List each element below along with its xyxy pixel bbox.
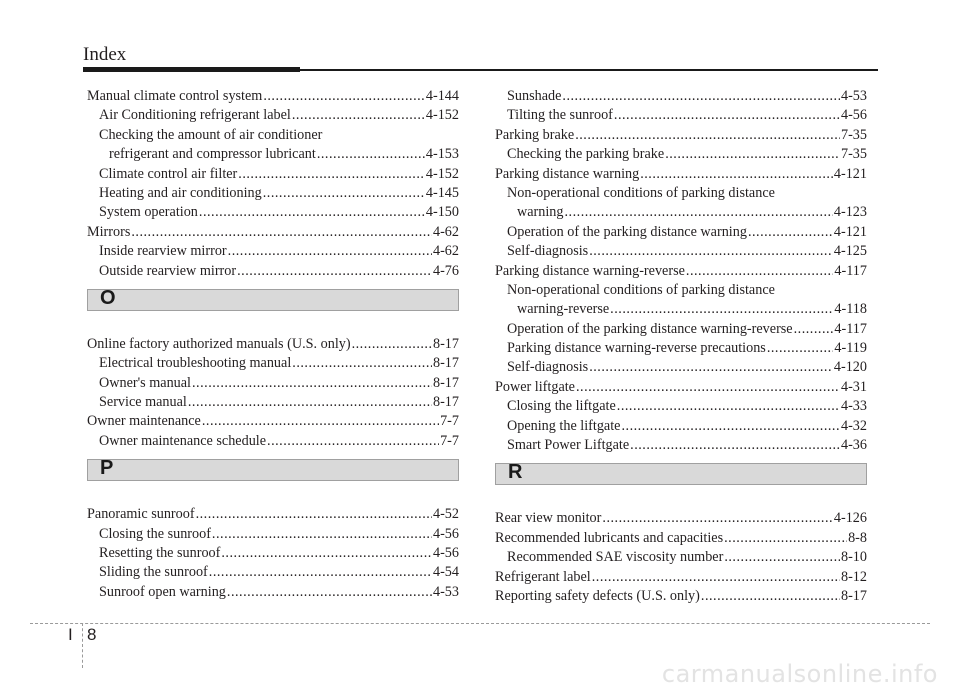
index-entry — [87, 525, 459, 544]
index-entry-text: Parking distance warning-reverse — [495, 262, 685, 279]
index-entry — [87, 544, 459, 563]
dot-leader — [576, 378, 840, 397]
index-entry-page: 4-56 — [840, 107, 867, 124]
index-entry-page: 4-76 — [432, 262, 459, 279]
index-column-right — [495, 87, 867, 606]
index-entry-page: 4-52 — [432, 506, 459, 523]
dot-leader — [686, 262, 834, 281]
index-entry-page: 8-17 — [432, 374, 459, 391]
dot-leader — [701, 587, 840, 606]
index-entry-text: Closing the sunroof — [99, 525, 211, 542]
index-entry-text: Smart Power Liftgate — [507, 437, 630, 454]
index-entry-text: Climate control air filter — [99, 165, 238, 182]
index-entry-page: 4-152 — [425, 165, 459, 182]
index-entry — [87, 563, 459, 582]
section-letter-p: P — [100, 457, 114, 480]
index-entry-page: 4-117 — [834, 262, 867, 279]
index-entry — [495, 529, 867, 548]
section-header-p — [87, 459, 459, 481]
index-entry — [87, 203, 459, 222]
index-entry: Checking the amount of air conditioner — [99, 126, 323, 143]
dot-leader — [202, 412, 439, 431]
index-entry-page: 4-56 — [432, 545, 459, 562]
watermark: carmanualsonline.info — [661, 660, 938, 688]
dot-leader — [352, 335, 432, 354]
dot-leader — [292, 354, 432, 373]
index-entry-page: 7-7 — [440, 432, 459, 449]
index-entry — [495, 106, 867, 125]
index-entry — [87, 505, 459, 524]
dot-leader — [640, 165, 833, 184]
index-entry-text: Refrigerant label — [495, 568, 591, 585]
index-entry — [87, 412, 459, 431]
index-entry-text: Panoramic sunroof — [87, 506, 195, 523]
index-entry: Non-operational conditions of parking distance — [507, 184, 775, 201]
index-entry-text: Inside rearview mirror — [99, 243, 227, 260]
index-entry — [495, 509, 867, 528]
index-entry-page: 8-17 — [840, 587, 867, 604]
section-letter-o: O — [100, 286, 116, 309]
footer-divider — [82, 623, 83, 668]
dot-leader — [617, 397, 840, 416]
index-entry — [495, 417, 867, 436]
dot-leader — [724, 529, 847, 548]
dot-leader — [602, 509, 833, 528]
index-entry-page: 4-36 — [840, 437, 867, 454]
index-entry-page: 8-17 — [432, 335, 459, 352]
index-entry-page: 4-145 — [425, 184, 459, 201]
index-entry-page: 4-121 — [833, 223, 867, 240]
index-entry-page: 4-53 — [432, 583, 459, 600]
dot-leader — [263, 184, 425, 203]
index-entry-text: Self-diagnosis — [507, 243, 589, 260]
index-entry-page: 4-121 — [833, 165, 867, 182]
index-entry-page: 4-117 — [834, 320, 867, 337]
index-group-p — [87, 505, 459, 602]
dot-leader — [630, 436, 840, 455]
index-entry-text: refrigerant and compressor lubricant — [109, 146, 316, 163]
index-entry-text: Operation of the parking distance warning-reverse — [507, 320, 793, 337]
dot-leader — [610, 300, 833, 319]
index-entry-page: 7-35 — [840, 126, 867, 143]
index-entry-page: 4-33 — [840, 398, 867, 415]
index-entry-text: Reporting safety defects (U.S. only) — [495, 587, 700, 604]
index-entry — [495, 223, 867, 242]
dot-leader — [794, 320, 834, 339]
dot-leader — [575, 126, 840, 145]
index-entry — [87, 87, 459, 106]
dot-leader — [724, 548, 840, 567]
index-entry — [87, 335, 459, 354]
index-entry — [495, 397, 867, 416]
index-entry — [495, 165, 867, 184]
index-entry-text: Mirrors — [87, 223, 131, 240]
index-entry-text: Recommended SAE viscosity number — [507, 549, 724, 566]
index-group-m — [87, 87, 459, 281]
dot-leader — [592, 568, 840, 587]
header-rule-thick — [83, 67, 300, 72]
index-entry-page: 4-54 — [432, 564, 459, 581]
index-entry-text: Parking distance warning — [495, 165, 640, 182]
dot-leader — [263, 87, 425, 106]
footer-page-number: 8 — [87, 625, 97, 644]
index-entry — [495, 126, 867, 145]
index-entry-page: 8-12 — [840, 568, 867, 585]
index-entry-page: 4-123 — [833, 204, 867, 221]
dot-leader — [621, 417, 840, 436]
index-entry-text: warning — [517, 204, 564, 221]
index-entry — [87, 184, 459, 203]
index-entry-page: 4-62 — [432, 223, 459, 240]
index-entry-page: 4-56 — [432, 525, 459, 542]
index-group-r — [495, 509, 867, 606]
index-entry — [495, 436, 867, 455]
dot-leader — [131, 223, 432, 242]
index-entry-text: warning-reverse — [517, 301, 610, 318]
dot-leader — [267, 432, 439, 451]
index-entry-text: Manual climate control system — [87, 88, 263, 104]
index-entry-text: Recommended lubricants and capacities — [495, 529, 724, 546]
index-entry-text: Sunshade — [507, 88, 562, 104]
header-rule-thin — [300, 69, 878, 71]
footer-rule — [30, 623, 930, 624]
index-entry — [495, 358, 867, 377]
index-entry — [495, 203, 867, 222]
index-entry — [87, 262, 459, 281]
index-entry-page: 8-10 — [840, 549, 867, 566]
index-entry-page: 8-17 — [432, 394, 459, 411]
index-entry — [87, 374, 459, 393]
index-entry-text: Power liftgate — [495, 378, 575, 395]
section-header-r — [495, 463, 867, 485]
section-letter-r: R — [508, 461, 523, 484]
section-header-o — [87, 286, 459, 311]
index-entry-text: Tilting the sunroof — [507, 107, 613, 124]
index-entry-page: 4-153 — [425, 146, 459, 163]
index-entry-page: 4-150 — [425, 204, 459, 221]
index-entry-text: Checking the parking brake — [507, 146, 665, 163]
index-entry-text: Owner maintenance — [87, 413, 201, 430]
dot-leader — [188, 393, 432, 412]
index-entry-text: Parking brake — [495, 126, 575, 143]
index-entry-text: Owner maintenance schedule — [99, 432, 267, 449]
index-entry-page: 4-62 — [432, 243, 459, 260]
index-entry-text: Air Conditioning refrigerant label — [99, 107, 291, 124]
index-entry — [495, 87, 867, 106]
dot-leader — [589, 242, 833, 261]
index-entry-page: 7-7 — [440, 413, 459, 430]
index-entry-text: Parking distance warning-reverse precautions — [507, 340, 766, 357]
dot-leader — [292, 106, 425, 125]
index-entry-page: 4-53 — [840, 88, 867, 104]
dot-leader — [221, 544, 432, 563]
index-entry — [87, 393, 459, 412]
index-entry-text: Closing the liftgate — [507, 398, 616, 415]
index-entry-page: 4-31 — [840, 378, 867, 395]
index-entry — [87, 432, 459, 451]
dot-leader — [767, 339, 834, 358]
index-entry-text: Heating and air conditioning — [99, 184, 262, 201]
index-entry-page: 4-119 — [834, 340, 867, 357]
index-entry-text: Service manual — [99, 394, 187, 411]
index-entry-page: 8-17 — [432, 355, 459, 372]
index-entry-text: System operation — [99, 204, 198, 221]
index-entry-text: Owner's manual — [99, 374, 191, 391]
index-entry — [87, 165, 459, 184]
index-entry — [87, 583, 459, 602]
index-entry: Non-operational conditions of parking distance — [507, 281, 775, 298]
dot-leader — [565, 203, 833, 222]
index-entry-page: 4-120 — [833, 359, 867, 376]
index-entry — [495, 568, 867, 587]
dot-leader — [199, 203, 425, 222]
dot-leader — [196, 505, 432, 524]
index-entry — [87, 354, 459, 373]
index-entry — [495, 145, 867, 164]
index-entry — [87, 106, 459, 125]
index-entry-text: Self-diagnosis — [507, 359, 589, 376]
dot-leader — [228, 242, 432, 261]
dot-leader — [227, 583, 432, 602]
dot-leader — [317, 145, 425, 164]
index-entry-page: 7-35 — [840, 146, 867, 163]
index-entry — [495, 548, 867, 567]
index-entry — [495, 242, 867, 261]
index-group-p-continued — [495, 87, 867, 455]
index-entry-page: 4-152 — [425, 107, 459, 124]
index-entry-text: Electrical troubleshooting manual — [99, 355, 292, 372]
footer-section-letter: I — [68, 625, 73, 644]
index-group-o — [87, 335, 459, 451]
index-entry — [87, 242, 459, 261]
index-entry-page: 4-125 — [833, 243, 867, 260]
index-entry-page: 4-126 — [833, 510, 867, 527]
index-entry-text: Online factory authorized manuals (U.S. only) — [87, 335, 351, 352]
index-entry-page: 8-8 — [848, 529, 867, 546]
dot-leader — [748, 223, 833, 242]
index-entry — [495, 320, 867, 339]
page-title: Index — [83, 44, 127, 65]
index-entry — [495, 339, 867, 358]
index-entry-page: 4-32 — [840, 417, 867, 434]
index-entry — [495, 262, 867, 281]
dot-leader — [192, 374, 432, 393]
dot-leader — [665, 145, 840, 164]
index-entry-page: 4-118 — [834, 301, 867, 318]
index-entry — [495, 587, 867, 606]
index-entry-text: Operation of the parking distance warning — [507, 223, 747, 240]
index-entry — [495, 300, 867, 319]
index-column-left — [87, 87, 459, 602]
dot-leader — [589, 358, 833, 377]
index-entry-text: Sunroof open warning — [99, 583, 226, 600]
index-entry-text: Resetting the sunroof — [99, 545, 221, 562]
index-entry-text: Sliding the sunroof — [99, 564, 208, 581]
dot-leader — [238, 165, 425, 184]
dot-leader — [209, 563, 432, 582]
index-entry — [495, 378, 867, 397]
dot-leader — [562, 87, 840, 106]
index-entry-text: Opening the liftgate — [507, 417, 621, 434]
index-entry — [87, 223, 459, 242]
index-entry-page: 4-144 — [425, 88, 459, 104]
index-entry — [87, 145, 459, 164]
dot-leader — [614, 106, 840, 125]
index-entry-text: Rear view monitor — [495, 510, 602, 527]
dot-leader — [212, 525, 432, 544]
dot-leader — [237, 262, 432, 281]
index-entry-text: Outside rearview mirror — [99, 262, 237, 279]
